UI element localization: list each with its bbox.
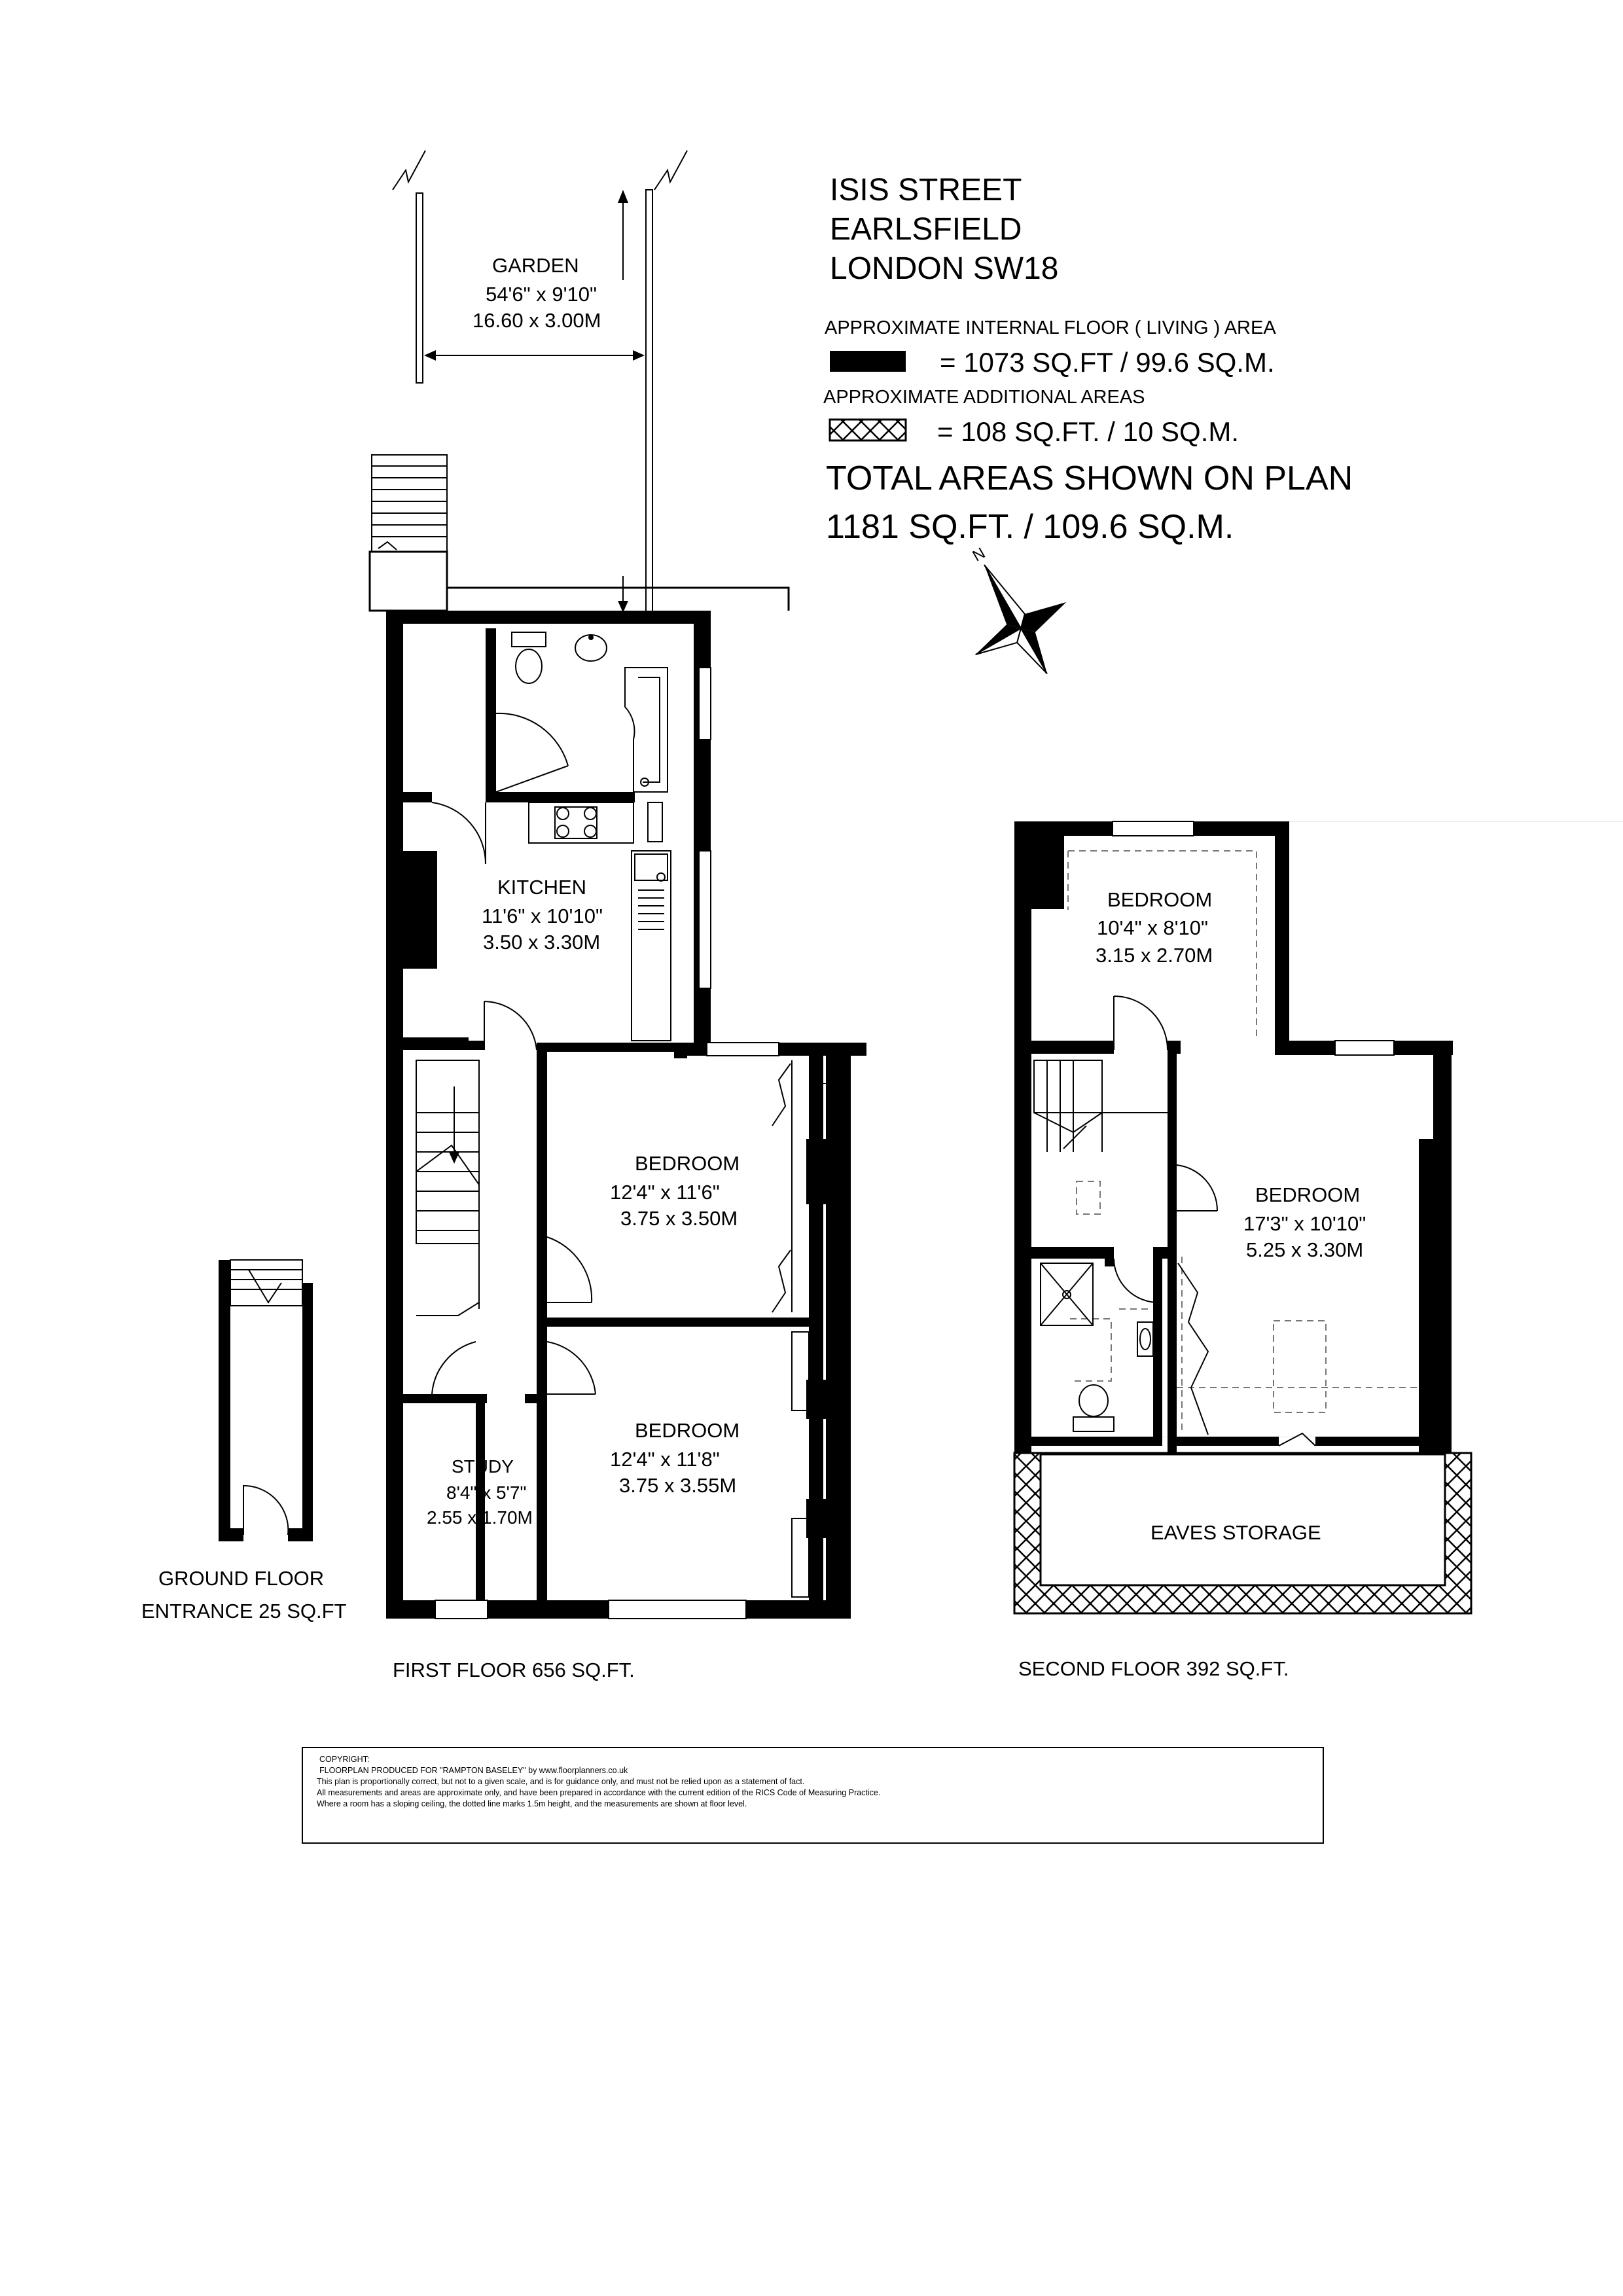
address-line-1: ISIS STREET xyxy=(830,173,1022,207)
compass-north-letter: N xyxy=(969,544,989,565)
first-floor-caption: FIRST FLOOR 656 SQ.FT. xyxy=(393,1659,635,1681)
bedroom-2-name: BEDROOM xyxy=(635,1419,740,1442)
kitchen-name: KITCHEN xyxy=(497,876,587,899)
address-line-2: EARLSFIELD xyxy=(830,212,1022,247)
copyright-line-3: All measurements and areas are approximate only, and have been prepared in accordance with the current edition of the RICS Code of Measuring Practice. xyxy=(317,1788,881,1797)
legend-additional-label: APPROXIMATE ADDITIONAL AREAS xyxy=(823,387,1145,408)
bedroom-2-dim-imperial: 12'4" x 11'8" xyxy=(610,1448,720,1471)
study-dim-metric: 2.55 x 1.70M xyxy=(427,1507,533,1528)
copyright-line-1: FLOORPLAN PRODUCED FOR "RAMPTON BASELEY" by www.floorplanners.co.uk xyxy=(319,1766,628,1775)
kitchen-dim-metric: 3.50 x 3.30M xyxy=(483,931,601,954)
garden-dim-imperial: 54'6" x 9'10" xyxy=(486,283,597,306)
bedroom-small-dim-metric: 3.15 x 2.70M xyxy=(1096,944,1213,967)
legend-internal-value: = 1073 SQ.FT / 99.6 SQ.M. xyxy=(940,347,1275,378)
legend-total-value: 1181 SQ.FT. / 109.6 SQ.M. xyxy=(826,508,1234,546)
bedroom-large-name: BEDROOM xyxy=(1255,1183,1361,1206)
study-dim-imperial: 8'4" x 5'7" xyxy=(446,1482,527,1503)
copyright-heading: COPYRIGHT: xyxy=(319,1755,370,1764)
bedroom-1-dim-imperial: 12'4" x 11'6" xyxy=(610,1181,720,1204)
eaves-storage-name: EAVES STORAGE xyxy=(1150,1521,1321,1544)
bedroom-2-dim-metric: 3.75 x 3.55M xyxy=(619,1474,737,1497)
legend-additional-value: = 108 SQ.FT. / 10 SQ.M. xyxy=(937,416,1240,447)
bedroom-large-dim-metric: 5.25 x 3.30M xyxy=(1246,1238,1364,1261)
first-floor-plan xyxy=(370,455,866,1619)
legend-hatch-swatch xyxy=(830,420,906,440)
study-name: STUDY xyxy=(452,1456,514,1477)
copyright-line-2: This plan is proportionally correct, but not to a given scale, and is for guidance only, and must not be relied upon as a statement of fact. xyxy=(317,1777,805,1786)
ground-floor-caption-1: GROUND FLOOR xyxy=(158,1567,325,1590)
copyright-line-4: Where a room has a sloping ceiling, the dotted line marks 1.5m height, and the measurements are shown at floor level. xyxy=(317,1799,747,1808)
ground-floor-plan xyxy=(219,1260,313,1541)
bedroom-small-dim-imperial: 10'4" x 8'10" xyxy=(1097,916,1209,939)
second-floor-caption: SECOND FLOOR 392 SQ.FT. xyxy=(1018,1657,1289,1680)
garden-area xyxy=(393,151,687,613)
bedroom-1-name: BEDROOM xyxy=(635,1152,740,1175)
garden-dim-metric: 16.60 x 3.00M xyxy=(473,309,601,332)
legend-solid-swatch xyxy=(830,351,906,372)
bedroom-large-dim-imperial: 17'3" x 10'10" xyxy=(1243,1212,1366,1235)
compass-icon xyxy=(929,521,1092,700)
bedroom-1-dim-metric: 3.75 x 3.50M xyxy=(620,1207,738,1230)
legend-total-label: TOTAL AREAS SHOWN ON PLAN xyxy=(826,459,1353,497)
kitchen-dim-imperial: 11'6" x 10'10" xyxy=(482,905,603,927)
garden-name: GARDEN xyxy=(492,254,579,277)
ground-floor-caption-2: ENTRANCE 25 SQ.FT xyxy=(141,1600,347,1623)
legend-internal-label: APPROXIMATE INTERNAL FLOOR ( LIVING ) AREA xyxy=(825,317,1276,338)
bedroom-small-name: BEDROOM xyxy=(1107,888,1213,911)
address-line-3: LONDON SW18 xyxy=(830,251,1059,286)
